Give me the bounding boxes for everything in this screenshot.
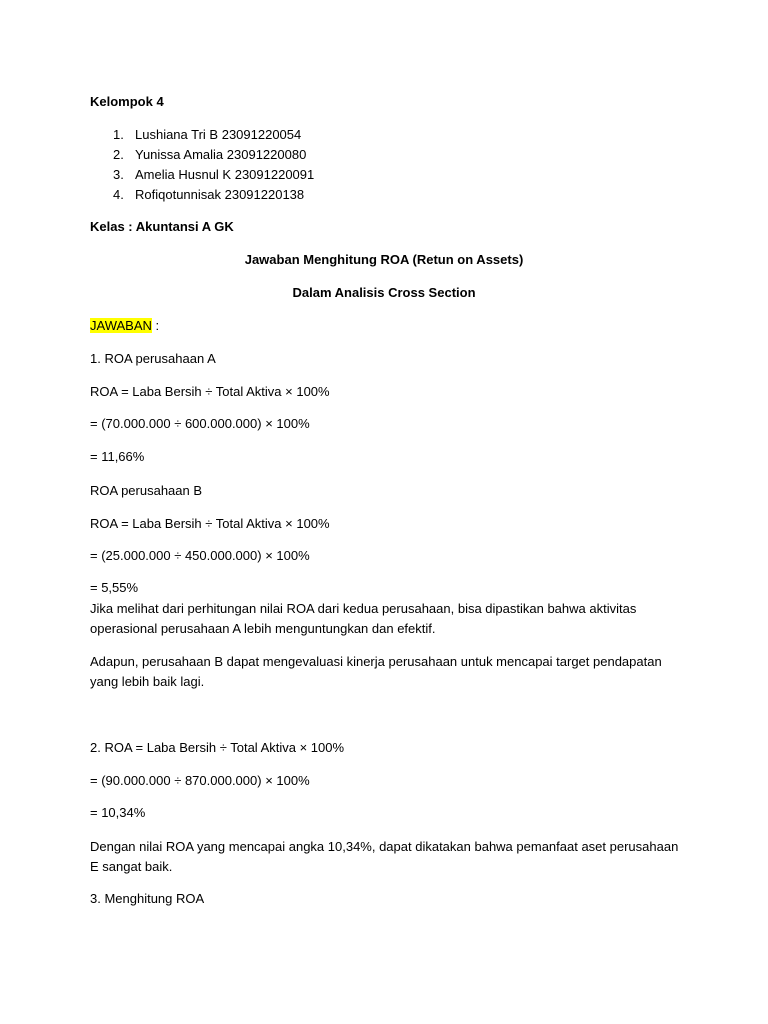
heading-title: Jawaban Menghitung ROA (Retun on Assets) xyxy=(244,252,524,267)
member-list-item xyxy=(113,187,304,203)
section1-result-a: = 11,66% xyxy=(90,449,145,464)
member-list-item xyxy=(113,167,314,183)
member-list-item xyxy=(113,147,306,163)
section1-formula-a: ROA = Laba Bersih ÷ Total Aktiva × 100% xyxy=(90,384,330,399)
member-name: Rofiqotunnisak 23091220138 xyxy=(135,187,305,202)
section1-result-b: = 5,55% xyxy=(90,580,139,595)
section2-result: = 10,34% xyxy=(90,805,146,820)
list-number: 1. xyxy=(113,127,124,142)
member-name: Yunissa Amalia 23091220080 xyxy=(135,147,307,162)
member-name: Amelia Husnul K 23091220091 xyxy=(135,167,315,182)
section1-paragraph-2: Adapun, perusahaan B dapat mengevaluasi kinerja perusahaan untuk mencapai target pendapatan yang lebih baik lagi. xyxy=(90,654,662,689)
section2-paragraph: Dengan nilai ROA yang mencapai angka 10,34%, dapat dikatakan bahwa pemanfaat aset perusahaan E sangat baik. xyxy=(90,839,679,874)
class-label: Kelas : Akuntansi A GK xyxy=(90,219,234,234)
section1-calc-a: = (70.000.000 ÷ 600.000.000) × 100% xyxy=(90,416,310,431)
list-number: 2. xyxy=(113,147,124,162)
member-list-item xyxy=(113,127,301,143)
section2-formula: 2. ROA = Laba Bersih ÷ Total Aktiva × 100% xyxy=(90,740,345,755)
section2-calc: = (90.000.000 ÷ 870.000.000) × 100% xyxy=(90,773,310,788)
section3-title: 3. Menghitung ROA xyxy=(90,891,205,906)
section1-title-b: ROA perusahaan B xyxy=(90,483,203,498)
list-number: 4. xyxy=(113,187,124,202)
section1-formula-b: ROA = Laba Bersih ÷ Total Aktiva × 100% xyxy=(90,516,330,531)
group-title: Kelompok 4 xyxy=(90,94,164,109)
answer-label-highlight: JAWABAN xyxy=(90,318,152,333)
section1-paragraph-1: Jika melihat dari perhitungan nilai ROA dari kedua perusahaan, bisa dipastikan bahwa aktivitas operasional perusahaan A lebih menguntungkan dan efektif. xyxy=(90,601,637,636)
section1-title-a: 1. ROA perusahaan A xyxy=(90,351,216,366)
member-name: Lushiana Tri B 23091220054 xyxy=(135,127,302,142)
section1-calc-b: = (25.000.000 ÷ 450.000.000) × 100% xyxy=(90,548,310,563)
answer-colon: : xyxy=(151,318,160,333)
heading-subtitle: Dalam Analisis Cross Section xyxy=(292,285,476,300)
list-number: 3. xyxy=(113,167,124,182)
answer-label-line xyxy=(90,318,159,334)
